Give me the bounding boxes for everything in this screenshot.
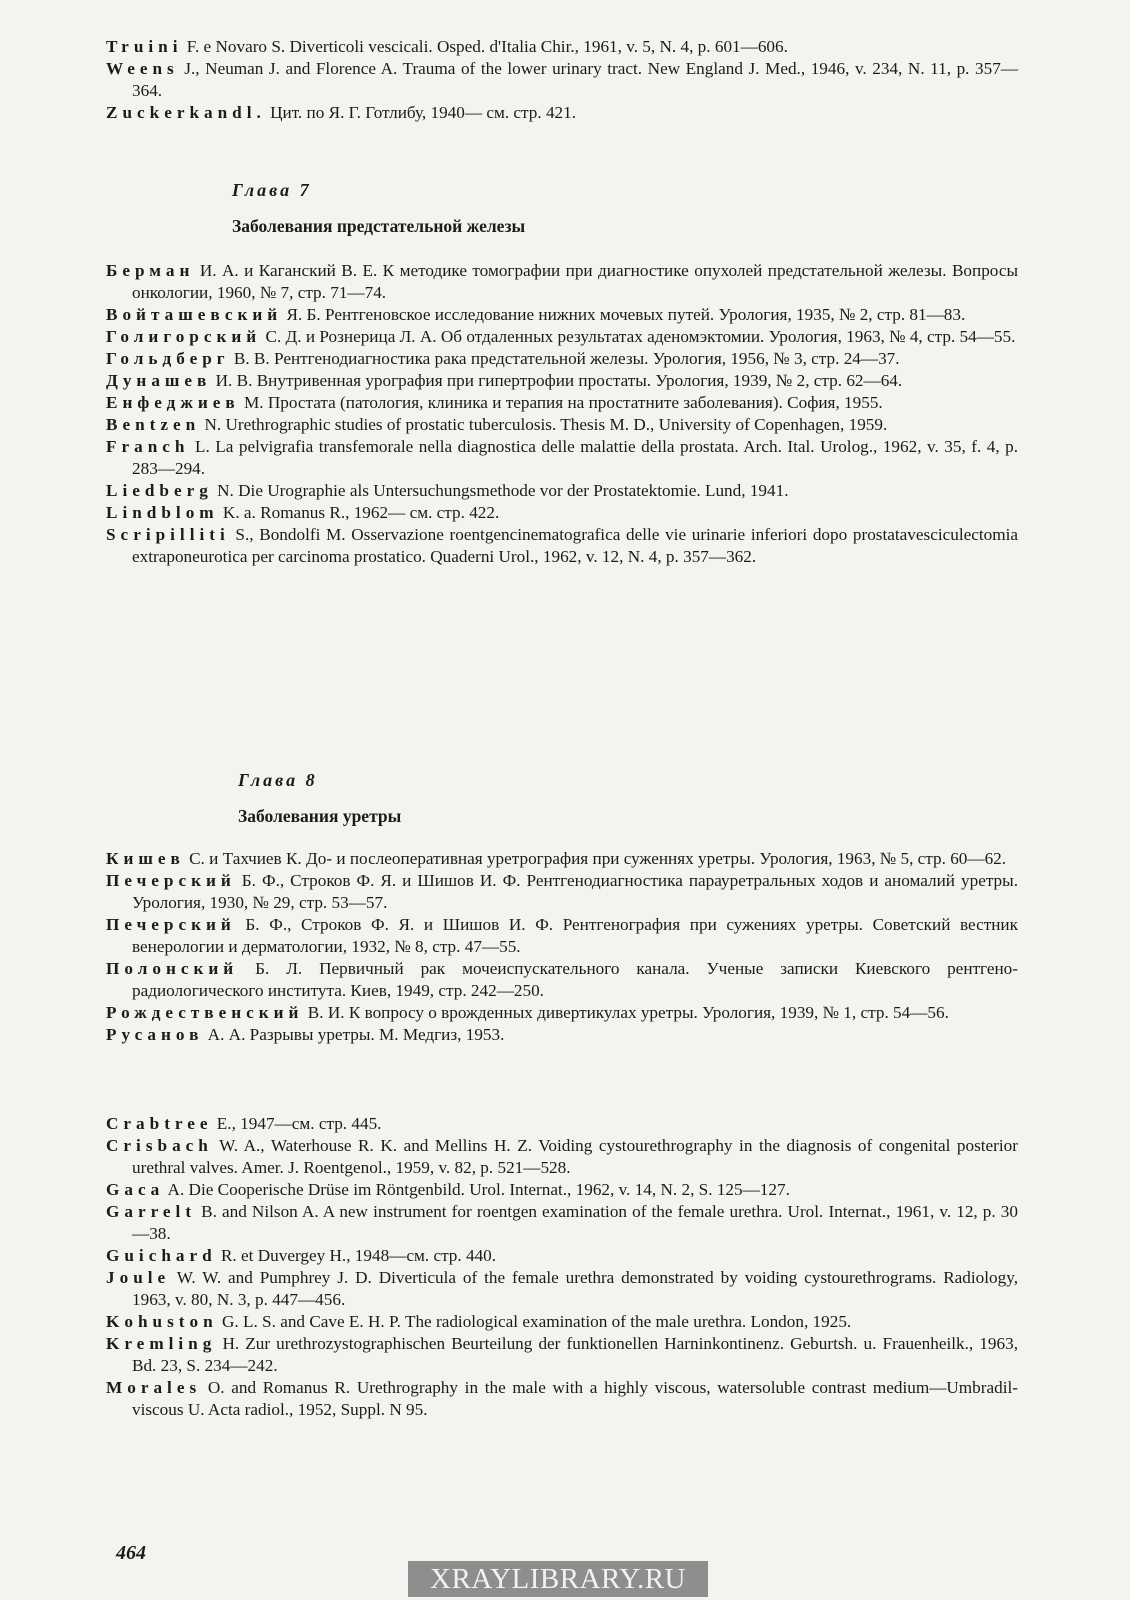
reference-author: Zuckerkandl. <box>106 103 266 122</box>
reference-author: Lindblom <box>106 503 219 522</box>
reference-entry <box>106 480 1018 502</box>
references-chapter-8-russian <box>106 848 1018 1046</box>
references-chapter-7 <box>106 260 1018 568</box>
reference-entry <box>106 1377 1018 1421</box>
reference-text: Б. Л. Первичный рак мочеиспускательного канала. Ученые записки Киевского рентгено-радиологического института. Киев, 1949, стр. 242—250. <box>132 959 1018 1000</box>
reference-author: Kremling <box>106 1334 217 1353</box>
reference-entry <box>106 1113 1018 1135</box>
reference-text: А. А. Разрывы уретры. М. Медгиз, 1953. <box>203 1025 505 1044</box>
chapter-8-heading: Глава 8 <box>238 770 318 790</box>
reference-text: A. Die Cooperische Drüse im Röntgenbild. Urol. Internat., 1962, v. 14, N. 2, S. 125—127. <box>164 1180 790 1199</box>
references-chapter-8-foreign <box>106 1113 1018 1421</box>
reference-entry <box>106 1267 1018 1311</box>
reference-text: И. А. и Каганский В. Е. К методике томографии при диагностике опухолей предстательной железы. Вопросы онкологии, 1960, № 7, стр. 71—74. <box>132 261 1018 302</box>
reference-author: Kohuston <box>106 1312 218 1331</box>
reference-entry <box>106 1245 1018 1267</box>
reference-entry <box>106 524 1018 568</box>
reference-author: Crisbach <box>106 1136 213 1155</box>
reference-author: Morales <box>106 1378 202 1397</box>
chapter-7-title: Заболевания предстательной железы <box>232 216 526 236</box>
reference-entry <box>106 1135 1018 1179</box>
reference-entry <box>106 370 1018 392</box>
reference-author: Weens <box>106 59 179 78</box>
reference-text: Б. Ф., Строков Ф. Я. и Шишов И. Ф. Рентгенография при сужениях уретры. Советский вестник венерологии и дерматологии, 1932, № 8, стр. 47—55. <box>132 915 1018 956</box>
reference-author: Берман <box>106 261 195 280</box>
reference-text: G. L. S. and Cave E. H. P. The radiological examination of the male urethra. London, 1925. <box>217 1312 852 1331</box>
reference-author: Кишев <box>106 849 185 868</box>
reference-text: М. Простата (патология, клиника и терапия на простатните заболевания). София, 1955. <box>239 393 883 412</box>
watermark-banner: XRAYLIBRARY.RU <box>408 1561 708 1597</box>
reference-text: N. Urethrographic studies of prostatic tuberculosis. Thesis M. D., University of Copenhagen, 1959. <box>200 415 888 434</box>
reference-author: Garrelt <box>106 1202 197 1221</box>
reference-text: N. Die Urographie als Untersuchungsmethode vor der Prostatektomie. Lund, 1941. <box>212 481 789 500</box>
reference-author: Gaca <box>106 1180 165 1199</box>
reference-entry <box>106 326 1018 348</box>
reference-text: В. И. К вопросу о врожденных дивертикулах уретры. Урология, 1939, № 1, стр. 54—56. <box>303 1003 949 1022</box>
reference-entry <box>106 260 1018 304</box>
reference-author: Печерский <box>106 871 236 890</box>
reference-author: Енфеджиев <box>106 393 240 412</box>
references-top <box>106 36 1018 124</box>
reference-entry <box>106 870 1018 914</box>
reference-text: F. e Novaro S. Diverticoli vescicali. Osped. d'Italia Chir., 1961, v. 5, N. 4, p. 601—606. <box>182 37 788 56</box>
reference-entry <box>106 1024 1018 1046</box>
reference-entry <box>106 1201 1018 1245</box>
reference-author: Franch <box>106 437 190 456</box>
reference-text: Б. Ф., Строков Ф. Я. и Шишов И. Ф. Рентгенодиагностика парауретральных ходов и аномалий уретры. Урология, 1930, № 29, стр. 53—57. <box>132 871 1018 912</box>
reference-entry <box>106 958 1018 1002</box>
reference-entry <box>106 36 1018 58</box>
reference-text: Цит. по Я. Г. Готлибу, 1940— см. стр. 421. <box>265 103 577 122</box>
reference-entry <box>106 1311 1018 1333</box>
reference-entry <box>106 1002 1018 1024</box>
reference-author: Русанов <box>106 1025 204 1044</box>
reference-text: L. La pelvigrafia transfemorale nella diagnostica delle malattie della prostata. Arch. Ital. Urolog., 1962, v. 35, f. 4, p. 283—294. <box>132 437 1018 478</box>
reference-entry <box>106 304 1018 326</box>
reference-entry <box>106 1179 1018 1201</box>
reference-entry <box>106 914 1018 958</box>
reference-author: Truini <box>106 37 183 56</box>
reference-text: R. et Duvergey H., 1948—см. стр. 440. <box>216 1246 497 1265</box>
reference-entry <box>106 436 1018 480</box>
page-number: 464 <box>116 1542 146 1564</box>
reference-author: Дунашев <box>106 371 212 390</box>
reference-author: Войташевский <box>106 305 283 324</box>
reference-author: Scripilliti <box>106 525 230 544</box>
reference-text: J., Neuman J. and Florence A. Trauma of the lower urinary tract. New England J. Med., 1946, v. 234, N. 11, p. 357—364. <box>132 59 1018 100</box>
reference-entry <box>106 414 1018 436</box>
reference-text: Я. Б. Рентгеновское исследование нижних мочевых путей. Урология, 1935, № 2, стр. 81—83. <box>282 305 966 324</box>
reference-text: K. a. Romanus R., 1962— см. стр. 422. <box>218 503 500 522</box>
reference-text: И. В. Внутривенная урография при гипертрофии простаты. Урология, 1939, № 2, стр. 62—64. <box>211 371 903 390</box>
reference-author: Гольдберг <box>106 349 230 368</box>
reference-entry <box>106 102 1018 124</box>
reference-entry <box>106 348 1018 370</box>
reference-text: W. W. and Pumphrey J. D. Diverticula of the female urethra demonstrated by voiding cystourethrograms. Radiology, 1963, v. 80, N. 3, p. 447—456. <box>132 1268 1018 1309</box>
reference-text: В. В. Рентгенодиагностика рака предстательной железы. Урология, 1956, № 3, стр. 24—37. <box>229 349 900 368</box>
reference-author: Рождественский <box>106 1003 304 1022</box>
reference-entry <box>106 1333 1018 1377</box>
reference-entry <box>106 392 1018 414</box>
reference-author: Bentzen <box>106 415 201 434</box>
chapter-7-heading: Глава 7 <box>232 180 312 200</box>
reference-text: С. и Тахчиев К. До- и послеоперативная уретрография при суженнях уретры. Урология, 1963, № 5, стр. 60—62. <box>184 849 1007 868</box>
reference-author: Голигорский <box>106 327 262 346</box>
reference-entry <box>106 848 1018 870</box>
reference-author: Crabtree <box>106 1114 213 1133</box>
reference-text: O. and Romanus R. Urethrography in the male with a highly viscous, watersoluble contrast medium—Umbradil-viscous U. Acta radiol., 1952, Suppl. N 95. <box>132 1378 1018 1419</box>
reference-author: Guichard <box>106 1246 217 1265</box>
reference-author: Liedberg <box>106 481 213 500</box>
reference-text: W. A., Waterhouse R. K. and Mellins H. Z. Voiding cystourethrography in the diagnosis of congenital posterior urethral valves. Amer. J. Roentgenol., 1959, v. 82, p. 521—528. <box>132 1136 1018 1177</box>
reference-entry <box>106 502 1018 524</box>
reference-text: E., 1947—см. стр. 445. <box>212 1114 382 1133</box>
reference-entry <box>106 58 1018 102</box>
chapter-8-title: Заболевания уретры <box>238 806 402 826</box>
reference-author: Полонский <box>106 959 239 978</box>
reference-text: S., Bondolfi M. Osservazione roentgencinematografica delle vie urinarie inferiori dopo prostatavesciculectomia extraponeurotica per carcinoma prostatico. Quaderni Urol., 1962, v. 12, N. 4, p. 357—362. <box>132 525 1018 566</box>
reference-text: С. Д. и Рознерица Л. А. Об отдаленных результатах аденомэктомии. Урология, 1963, № 4, стр. 54—55. <box>261 327 1016 346</box>
reference-text: B. and Nilson A. A new instrument for roentgen examination of the female urethra. Urol. Internat., 1961, v. 12, p. 30—38. <box>132 1202 1018 1243</box>
reference-author: Joule <box>106 1268 171 1287</box>
reference-author: Печерский <box>106 915 236 934</box>
reference-text: H. Zur urethrozystographischen Beurteilung der funktionellen Harninkontinenz. Geburtsh. u. Frauenheilk., 1963, Bd. 23, S. 234—242. <box>132 1334 1018 1375</box>
